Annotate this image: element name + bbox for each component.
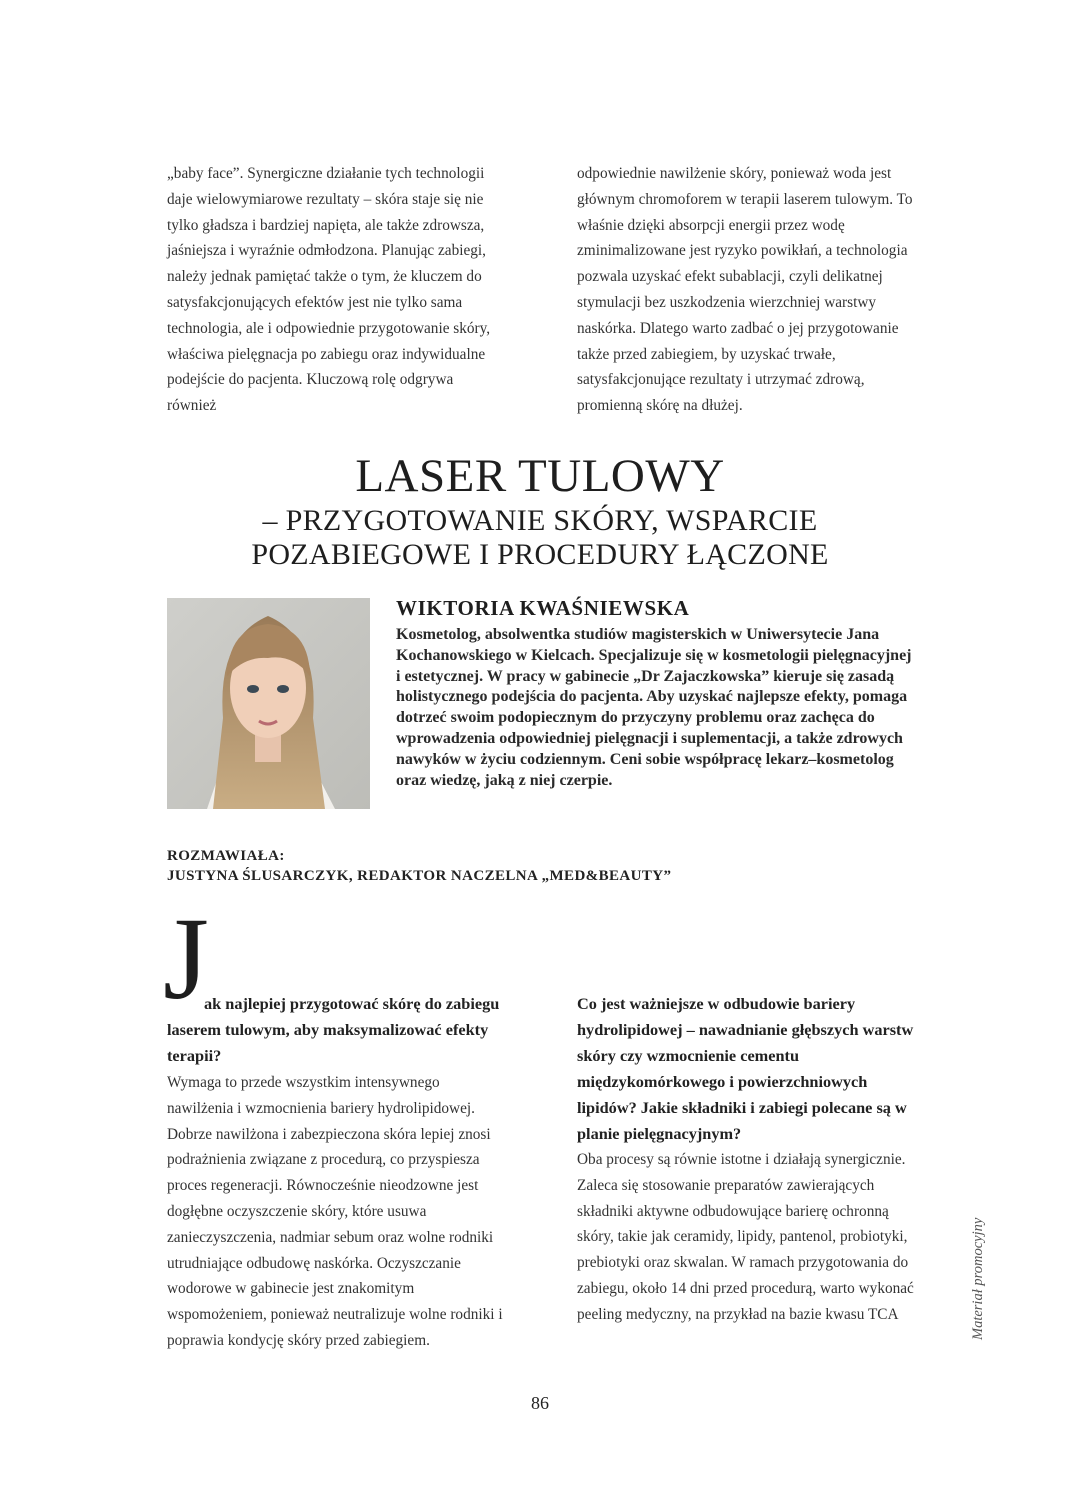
answer-2: Oba procesy są równie istotne i działają synergicznie. Zaleca się stosowanie preparatów zawierających składniki aktywne odbudowujące barierę ochronną skóry, takie jak ceramidy, lipidy, pantenol, probiotyki, prebiotyki oraz skwalan. W ramach przygotowania do zabiegu, około 14 dni przed procedurą, warto wykonać peeling medyczny, na przykład na bazie kwasu TCA [577, 1151, 914, 1323]
top-right-column [577, 161, 915, 419]
author-photo [167, 598, 370, 809]
promotional-material-note: Materiał promocyjny [970, 1217, 986, 1340]
article-title: LASER TULOWY [355, 450, 725, 502]
top-left-column [167, 161, 505, 419]
question-1 [167, 991, 505, 1069]
answer-1: Wymaga to przede wszystkim intensywnego nawilżenia i wzmocnienia bariery hydrolipidowej. Dobrze nawilżona i zabezpieczona skóra lepiej znosi podrażnienia związane z procedurą, co przyspiesza proces regeneracji. Równocześnie nieodzowne jest dogłębne oczyszczenie skóry, które usuwa zanieczyszczenia, nadmiar sebum oraz wolne rodniki utrudniające odbudowę naskórka. Oczyszczanie wodorowe w gabinecie jest znakomitym wspomożeniem, ponieważ neutralizuje wolne rodniki i poprawia kondycję skóry przed zabiegiem. [167, 1074, 503, 1349]
author-bio: Kosmetolog, absolwentka studiów magisterskich w Uniwersytecie Jana Kochanowskiego w Kielcach. Specjalizuje się w kosmetologii pielęgnacyjnej i estetycznej. W pracy w gabinecie „Dr Zajaczkowska” kieruje się zasadą holistycznego podejścia do pacjenta. Aby uzyskać najlepsze efekty, pomaga dotrzeć swoim podopiecznym do przyczyny problemu oraz zachęca do wprowadzenia odpowiedniej pielęgnacji i suplementacji, a także zdrowych nawyków w życiu codziennym. Ceni sobie współpracę lekarz–kosmetolog oraz wiedzę, jaką z niej czerpie. [396, 626, 912, 789]
interviewer-name: JUSTYNA ŚLUSARCZYK, REDAKTOR NACZELNA „MED&BEAUTY” [167, 868, 672, 884]
page-number: 86 [531, 1393, 549, 1413]
article-subtitle-line-2: POZABIEGOWE I PROCEDURY ŁĄCZONE [251, 538, 829, 571]
top-right-paragraph: odpowiednie nawilżenie skóry, ponieważ woda jest głównym chromoforem w terapii laserem tulowym. To właśnie dzięki absorpcji energii przez wodę zminimalizowane jest ryzyko powikłań, a technologia pozwala uzyskać efekt subablacji, czyli delikatnej stymulacji bez uszkodzenia wierzchniej warstwy naskórka. Dlatego warto zadbać o jej przygotowanie także przed zabiegiem, by uzyskać trwałe, satysfakcjonujące rezultaty i utrzymać zdrową, promienną skórę na dłużej. [577, 165, 913, 415]
question-1-text: ak najlepiej przygotować skórę do zabiegu laserem tulowym, aby maksymalizować efekty terapii? [167, 994, 500, 1065]
drop-cap: J [163, 893, 209, 1024]
question-2: Co jest ważniejsze w odbudowie bariery hydrolipidowej – nawadnianie głębszych warstw skóry czy wzmocnienie cementu międzykomórkowego i powierzchniowych lipidów? Jakie składniki i zabiegi polecane są w planie pielęgnacyjnym? [577, 994, 914, 1143]
author-name: WIKTORIA KWAŚNIEWSKA [396, 596, 690, 620]
top-left-paragraph: „baby face”. Synergiczne działanie tych technologii daje wielowymiarowe rezultaty – skóra staje się nie tylko gładsza i bardziej napięta, ale także zdrowsza, jaśniejsza i wyraźnie odmłodzona. Planując zabiegi, należy jednak pamiętać także o tym, że kluczem do satysfakcjonujących efektów jest nie tylko sama technologia, ale i odpowiednie przygotowanie skóry, właściwa pielęgnacja po zabiegu oraz indywidualne podejście do pacjenta. Kluczową rolę odgrywa również [167, 165, 491, 415]
interviewer-label: ROZMAWIAŁA: [167, 848, 285, 864]
article-subtitle-line-1: – PRZYGOTOWANIE SKÓRY, WSPARCIE [262, 504, 818, 537]
